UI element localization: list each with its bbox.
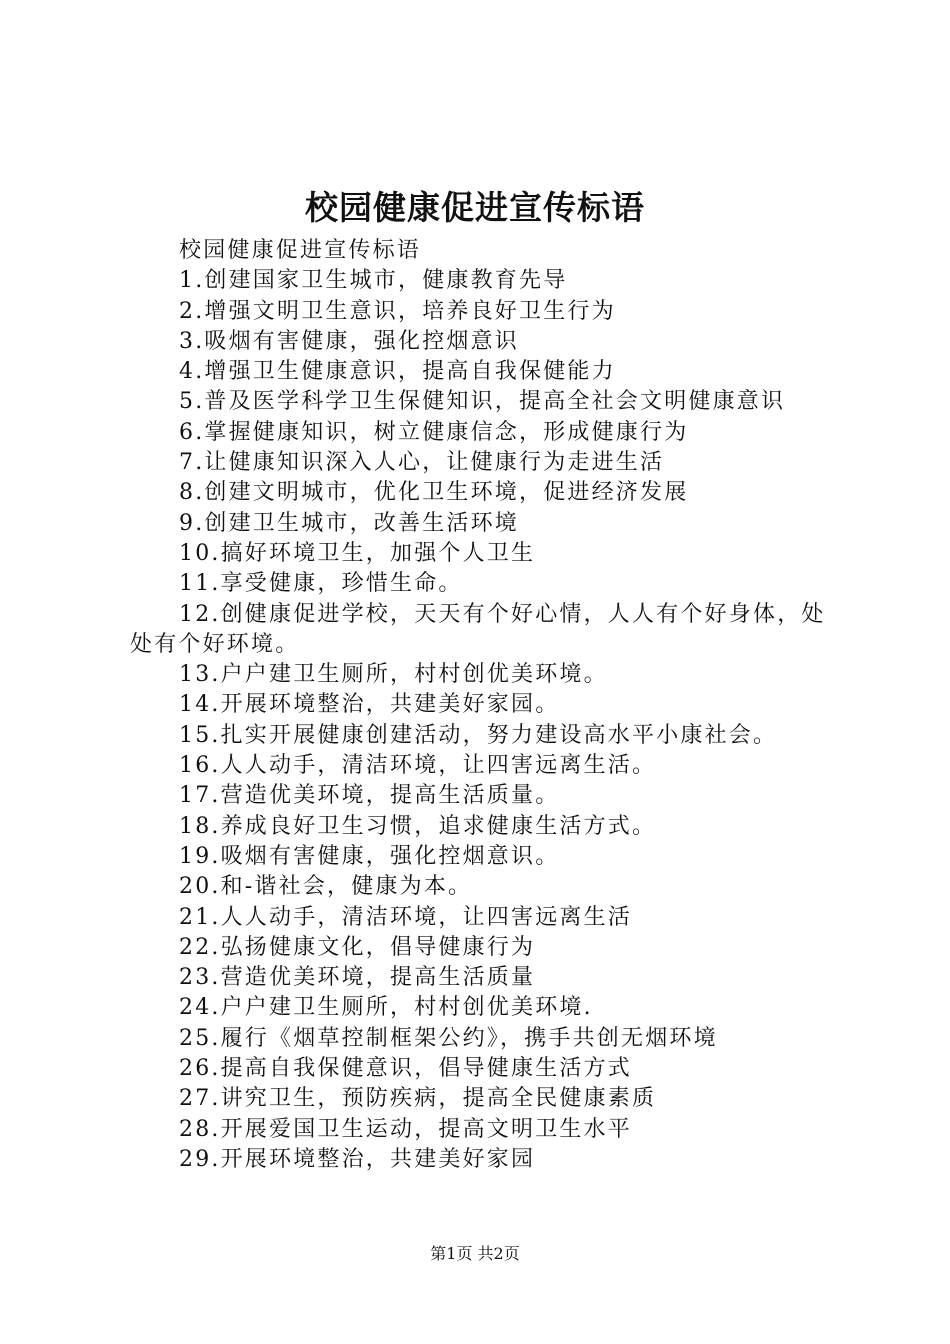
slogan-item: 1.创建国家卫生城市，健康教育先导	[179, 268, 568, 294]
slogan-item: 4.增强卫生健康意识，提高自我保健能力	[179, 359, 616, 385]
slogan-item: 21.人人动手，清洁环境，让四害远离生活	[179, 904, 632, 930]
slogan-item: 14.开展环境整治，共建美好家园。	[179, 692, 560, 718]
slogan-item: 6.掌握健康知识，树立健康信念，形成健康行为	[179, 419, 689, 445]
slogan-item: 8.创建文明城市，优化卫生环境，促进经济发展	[179, 480, 689, 506]
slogan-item: 28.开展爱国卫生运动，提高文明卫生水平	[179, 1116, 632, 1142]
slogan-item: 2.增强文明卫生意识，培养良好卫生行为	[179, 298, 616, 324]
slogan-item: 9.创建卫生城市，改善生活环境	[179, 510, 519, 536]
slogan-item: 12.创健康促进学校，天天有个好心情，人人有个好身体，处处有个好环境。	[130, 601, 826, 657]
slogan-item: 19.吸烟有害健康，强化控烟意识。	[179, 843, 560, 869]
slogan-item: 23.营造优美环境，提高生活质量	[179, 965, 536, 991]
slogan-item: 26.提高自我保健意识，倡导健康生活方式	[179, 1056, 632, 1082]
slogan-item: 25.履行《烟草控制框架公约》，携手共创无烟环境	[179, 1025, 718, 1051]
slogan-item: 22.弘扬健康文化，倡导健康行为	[179, 934, 536, 960]
document-title: 校园健康促进宣传标语	[305, 188, 645, 227]
slogan-item: 11.享受健康，珍惜生命。	[179, 571, 463, 597]
slogan-item: 15.扎实开展健康创建活动，努力建设高水平小康社会。	[179, 722, 778, 748]
slogan-item: 27.讲究卫生，预防疾病，提高全民健康素质	[179, 1086, 657, 1112]
slogan-item: 7.让健康知识深入人心，让健康行为走进生活	[179, 450, 665, 476]
slogan-item: 10.搞好环境卫生，加强个人卫生	[179, 540, 536, 566]
slogan-item: 17.营造优美环境，提高生活质量。	[179, 783, 560, 809]
slogan-item: 24.户户建卫生厕所，村村创优美环境.	[179, 995, 593, 1021]
slogan-item: 29.开展环境整治，共建美好家园	[179, 1146, 536, 1172]
slogan-item: 16.人人动手，清洁环境，让四害远离生活。	[179, 753, 657, 779]
slogan-item: 20.和-谐社会，健康为本。	[179, 874, 473, 900]
document-subtitle: 校园健康促进宣传标语	[179, 238, 422, 263]
page-footer: 第1页 共2页	[430, 1244, 520, 1263]
slogan-item: 18.养成良好卫生习惯，追求健康生活方式。	[179, 813, 657, 839]
slogan-item: 5.普及医学科学卫生保健知识，提高全社会文明健康意识	[179, 389, 786, 415]
document-body	[130, 236, 830, 1175]
slogan-item: 13.户户建卫生厕所，村村创优美环境。	[179, 662, 608, 688]
slogan-item: 3.吸烟有害健康，强化控烟意识	[179, 328, 519, 354]
